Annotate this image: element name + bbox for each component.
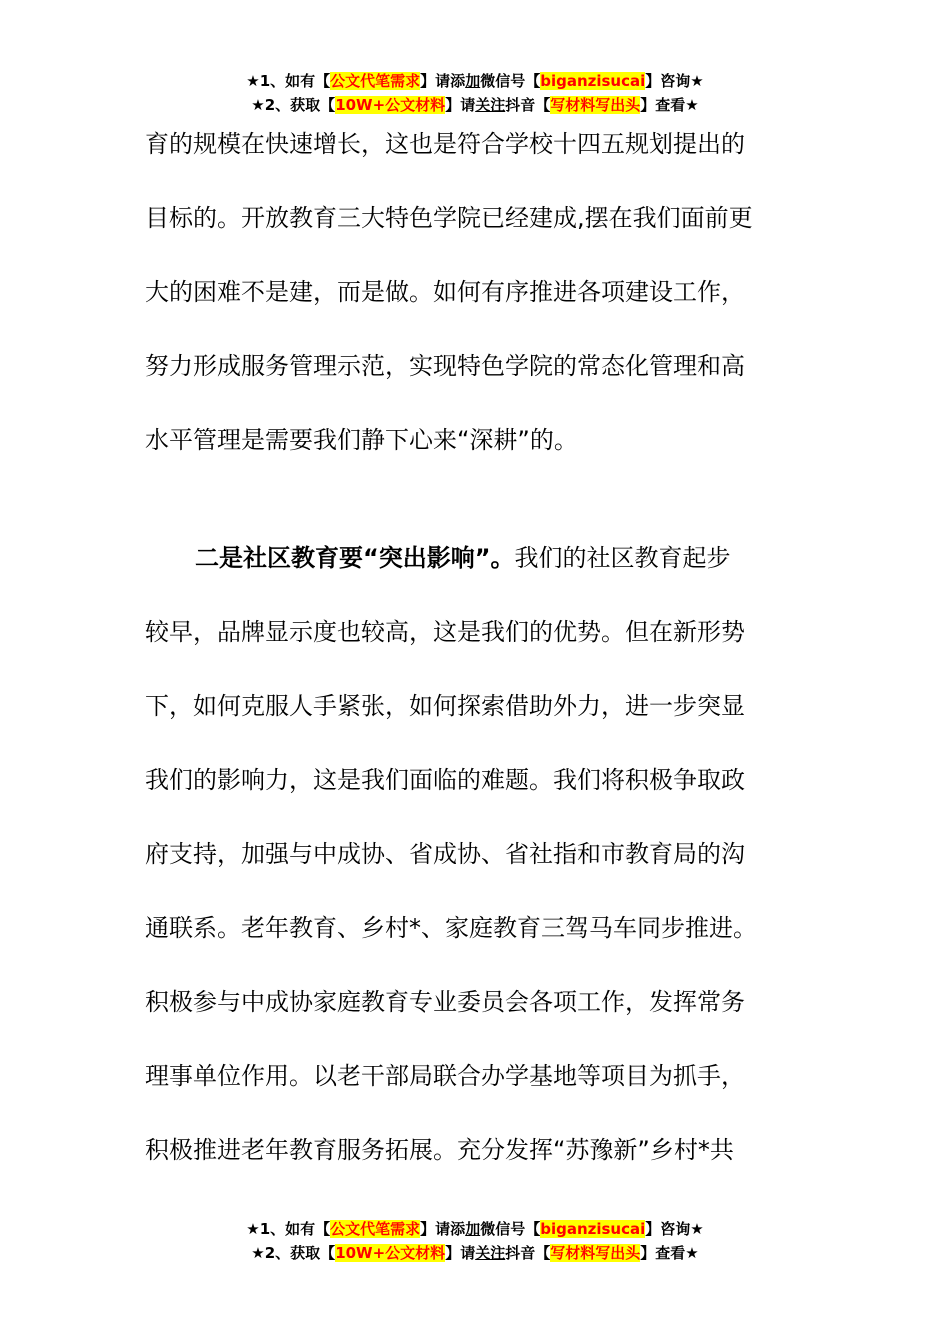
highlight-service: 公文代笔需求 xyxy=(330,72,421,90)
highlight-douyin-account: 写材料写出头 xyxy=(550,1244,641,1262)
paragraph-line-rest: 我们的社区教育起步 xyxy=(514,544,731,572)
banner-text: ★2、获取【 xyxy=(251,1244,336,1262)
banner-text: 】请 xyxy=(445,96,476,114)
banner-text: 】请添 xyxy=(420,1220,466,1238)
highlight-service: 公文代笔需求 xyxy=(330,1220,421,1238)
paragraph-line: 下，如何克服人手紧张，如何探索借助外力，进一步突显 xyxy=(145,692,745,720)
paragraph-line: 理事单位作用。以老干部局联合办学基地等项目为抓手， xyxy=(145,1062,745,1090)
paragraph-line: 育的规模在快速增长，这也是符合学校十四五规划提出的 xyxy=(145,130,745,158)
banner-text: 】查看★ xyxy=(640,96,699,114)
banner-line-1 xyxy=(0,1217,950,1241)
paragraph-1 xyxy=(145,107,817,477)
banner-text: 】查看★ xyxy=(640,1244,699,1262)
paragraph-2 xyxy=(145,521,817,1187)
footer-banner xyxy=(0,1217,950,1265)
banner-line-2 xyxy=(0,1241,950,1265)
banner-text: 抖音【 xyxy=(505,1244,551,1262)
paragraph-line: 大的困难不是建，而是做。如何有序推进各项建设工作， xyxy=(145,278,745,306)
banner-text: 】请 xyxy=(445,1244,476,1262)
paragraph-line: 目标的。开放教育三大特色学院已经建成,摆在我们面前更 xyxy=(145,204,753,232)
banner-line-1 xyxy=(0,69,950,93)
highlight-materials: 10W+公文材料 xyxy=(335,1244,446,1262)
banner-underlined-text: 关注 xyxy=(475,96,506,114)
banner-text: 】咨询★ xyxy=(645,72,704,90)
banner-text: 微信号【 xyxy=(480,72,541,90)
highlight-wechat-id: biganzisucai xyxy=(540,1220,646,1238)
banner-text: ★2、获取【 xyxy=(251,96,336,114)
paragraph-line: 水平管理是需要我们静下心来“深耕”的。 xyxy=(145,426,578,454)
banner-text: 】请添 xyxy=(420,72,466,90)
banner-underlined-text: 关注 xyxy=(475,1244,506,1262)
section-heading: 二是社区教育要“突出影响”。 xyxy=(195,544,515,572)
banner-underlined-text: 加 xyxy=(465,1220,481,1238)
paragraph-line: 通联系。老年教育、乡村*、家庭教育三驾马车同步推进。 xyxy=(145,914,757,942)
banner-text: ★1、如有【 xyxy=(246,1220,331,1238)
paragraph-line: 积极参与中成协家庭教育专业委员会各项工作，发挥常务 xyxy=(145,988,745,1016)
paragraph-line: 我们的影响力，这是我们面临的难题。我们将积极争取政 xyxy=(145,766,745,794)
highlight-wechat-id: biganzisucai xyxy=(540,72,646,90)
banner-text: 微信号【 xyxy=(480,1220,541,1238)
highlight-materials: 10W+公文材料 xyxy=(335,96,446,114)
banner-underlined-text: 加 xyxy=(465,72,481,90)
paragraph-line: 积极推进老年教育服务拓展。充分发挥“苏豫新”乡村*共 xyxy=(145,1136,734,1164)
banner-text: 】咨询★ xyxy=(645,1220,704,1238)
highlight-douyin-account: 写材料写出头 xyxy=(550,96,641,114)
paragraph-line: 努力形成服务管理示范，实现特色学院的常态化管理和高 xyxy=(145,352,745,380)
banner-text: ★1、如有【 xyxy=(246,72,331,90)
banner-text: 抖音【 xyxy=(505,96,551,114)
paragraph-line: 府支持，加强与中成协、省成协、省社指和市教育局的沟 xyxy=(145,840,745,868)
paragraph-line: 较早，品牌显示度也较高，这是我们的优势。但在新形势 xyxy=(145,618,745,646)
paragraph-first-line xyxy=(145,521,817,595)
